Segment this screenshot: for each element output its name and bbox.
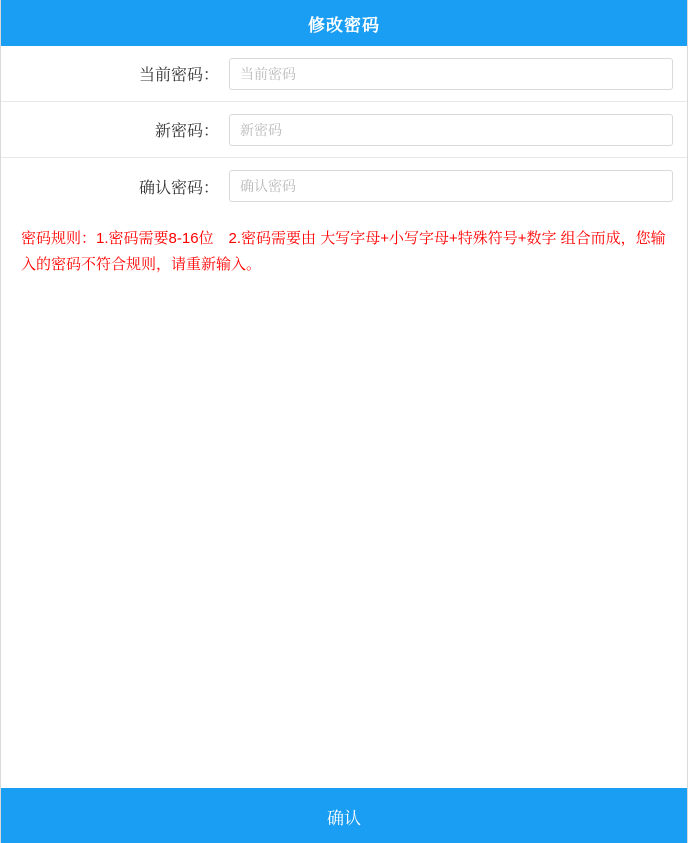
password-rule-error-message: 密码规则：1.密码需要8-16位 2.密码需要由 大写字母+小写字母+特殊符号+数字 组合而成，您输入的密码不符合规则，请重新输入。 bbox=[21, 230, 666, 273]
current-password-input[interactable] bbox=[229, 58, 673, 90]
current-password-label: 当前密码： bbox=[138, 67, 219, 84]
confirm-button[interactable] bbox=[1, 788, 687, 843]
confirm-password-label: 确认密码： bbox=[138, 179, 219, 197]
confirm-password-input[interactable] bbox=[229, 170, 673, 202]
dialog-title-bar bbox=[1, 0, 687, 46]
page-title: 修改密码 bbox=[308, 15, 380, 35]
new-password-input[interactable] bbox=[229, 114, 673, 146]
confirm-password-row bbox=[1, 158, 687, 214]
change-password-form bbox=[1, 46, 687, 214]
confirm-button-label: 确认 bbox=[327, 808, 361, 828]
current-password-row bbox=[1, 46, 687, 102]
new-password-row bbox=[1, 102, 687, 158]
new-password-label: 新密码： bbox=[154, 123, 219, 140]
